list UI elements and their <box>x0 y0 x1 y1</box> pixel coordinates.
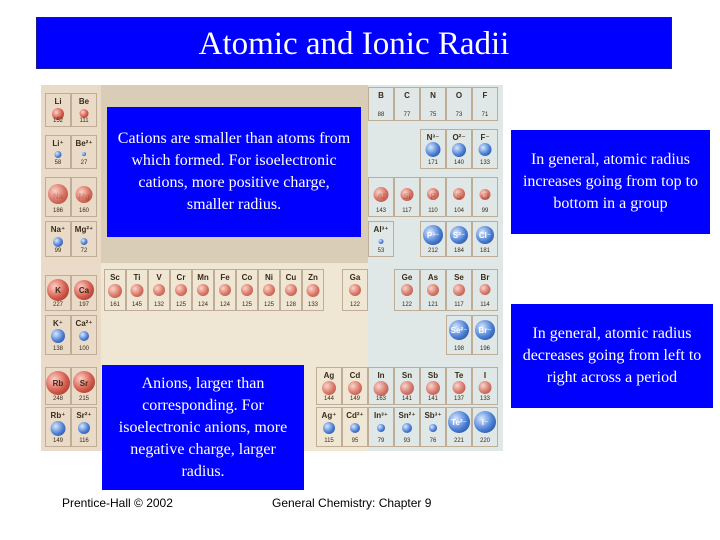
ion-k: K⁺ 138 <box>45 315 71 355</box>
element-sr: Sr 215 <box>71 367 97 405</box>
ion-ball-icon <box>55 151 62 158</box>
group-trend-note: In general, atomic radius increases going from top to bottom in a group <box>511 130 710 234</box>
atom-ball-icon <box>427 284 439 296</box>
atom-ball-icon <box>453 188 465 200</box>
ion-ball-icon <box>429 424 437 432</box>
ion-ag: Ag⁺ 115 <box>316 407 342 447</box>
atom-ball-icon <box>374 187 389 202</box>
element-n: N 75 <box>420 87 446 121</box>
slide-title: Atomic and Ionic Radii <box>36 17 672 69</box>
ion-te: Te²⁻ 221 <box>446 407 472 447</box>
element-v: V 132 <box>148 269 170 311</box>
ion-i: I⁻ 220 <box>472 407 498 447</box>
ion-ca: Ca²⁺ 100 <box>71 315 97 355</box>
element-cu: Cu 128 <box>280 269 302 311</box>
ion-li: Li⁺ 58 <box>45 135 71 169</box>
element-c: C 77 <box>394 87 420 121</box>
element-sc: Sc 161 <box>104 269 126 311</box>
atom-ball-icon <box>285 284 297 296</box>
ion-ball-icon <box>51 421 66 436</box>
atom-ball-icon <box>401 188 414 201</box>
ion-ball-icon <box>78 422 90 434</box>
ion-ball-icon <box>53 237 63 247</box>
element-b: B 88 <box>368 87 394 121</box>
ion-ball-icon <box>402 423 412 433</box>
ion-ball-icon <box>479 143 492 156</box>
atom-ball-icon <box>322 381 336 395</box>
element-ag: Ag 144 <box>316 367 342 405</box>
element-fe: Fe 124 <box>214 269 236 311</box>
element-na: 186 <box>45 177 71 217</box>
ion-ball-icon <box>379 239 384 244</box>
element-ge: Ge 122 <box>394 269 420 311</box>
element-br: Br 114 <box>472 269 498 311</box>
ion-se: Se²⁻ 198 <box>446 315 472 355</box>
atom-ball-icon <box>219 284 231 296</box>
ion-ball-icon <box>426 142 441 157</box>
element-si: 117 <box>394 177 420 217</box>
atom-ball-icon <box>76 186 93 203</box>
element-cr: Cr 125 <box>170 269 192 311</box>
element-ni: Ni 125 <box>258 269 280 311</box>
element-o: O 73 <box>446 87 472 121</box>
ion-cd: Cd²⁺ 95 <box>342 407 368 447</box>
atom-ball-icon <box>307 284 320 297</box>
atom-ball-icon <box>153 284 165 296</box>
atom-ball-icon <box>131 284 144 297</box>
element-ca: Ca 197 <box>71 275 97 311</box>
anions-note: Anions, larger than corresponding. For isoelectronic anions, more negative charge, larger radius. <box>102 365 304 490</box>
element-k: K 227 <box>45 275 71 311</box>
element-zn: Zn 133 <box>302 269 324 311</box>
atom-ball-icon <box>374 381 389 396</box>
atom-ball-icon <box>108 284 122 298</box>
element-sn: Sn 141 <box>394 367 420 405</box>
element-mg: 160 <box>71 177 97 217</box>
element-al: 143 <box>368 177 394 217</box>
element-rb: Rb 248 <box>45 367 71 405</box>
element-ti: Ti 145 <box>126 269 148 311</box>
ion-sb: Sb³⁺ 76 <box>420 407 446 447</box>
ion-mg: Mg²⁺ 72 <box>71 221 97 257</box>
ion-ball-icon <box>82 152 86 156</box>
element-cd: Cd 149 <box>342 367 368 405</box>
element-f: F 71 <box>472 87 498 121</box>
element-in: In 163 <box>368 367 394 405</box>
ion-o: O²⁻ 140 <box>446 129 472 169</box>
atom-ball-icon <box>426 381 440 395</box>
footer-chapter: General Chemistry: Chapter 9 <box>272 496 432 510</box>
element-te: Te 137 <box>446 367 472 405</box>
atom-ball-icon <box>480 284 491 295</box>
ion-f: F⁻ 133 <box>472 129 498 169</box>
element-p: 110 <box>420 177 446 217</box>
ion-be: Be²⁺ 27 <box>71 135 97 169</box>
atom-ball-icon <box>480 189 491 200</box>
atom-ball-icon <box>453 284 465 296</box>
ion-in: In³⁺ 79 <box>368 407 394 447</box>
ion-sn: Sn²⁺ 93 <box>394 407 420 447</box>
ion-ball-icon <box>377 424 385 432</box>
element-se: Se 117 <box>446 269 472 311</box>
ion-n: N³⁻ 171 <box>420 129 446 169</box>
ion-ball-icon <box>81 238 88 245</box>
footer-copyright: Prentice-Hall © 2002 <box>62 496 173 510</box>
atom-ball-icon <box>197 284 209 296</box>
atom-ball-icon <box>348 381 362 395</box>
ion-cl: Cl⁻ 181 <box>472 221 498 257</box>
ion-rb: Rb⁺ 149 <box>45 407 71 447</box>
atom-ball-icon <box>427 188 439 200</box>
element-as: As 121 <box>420 269 446 311</box>
cations-note: Cations are smaller than atoms from which formed. For isoelectronic cations, more positive charge, smaller radius. <box>107 107 361 237</box>
ion-ball-icon <box>323 422 335 434</box>
ion-ball-icon <box>452 143 466 157</box>
ion-br: Br⁻ 196 <box>472 315 498 355</box>
ion-sr: Sr²⁺ 116 <box>71 407 97 447</box>
element-cl: 99 <box>472 177 498 217</box>
element-i: I 133 <box>472 367 498 405</box>
ion-ball-icon <box>79 331 89 341</box>
ion-s: S²⁻ 184 <box>446 221 472 257</box>
atom-ball-icon <box>241 284 253 296</box>
atom-ball-icon <box>479 381 492 394</box>
atom-ball-icon <box>175 284 187 296</box>
ion-ball-icon <box>350 423 360 433</box>
atom-ball-icon <box>48 184 68 204</box>
element-li: Li 152 <box>45 93 71 127</box>
atom-ball-icon <box>400 381 414 395</box>
atom-ball-icon <box>80 109 89 118</box>
atom-ball-icon <box>349 284 361 296</box>
element-be: Be 111 <box>71 93 97 127</box>
ion-al: Al³⁺ 53 <box>368 221 394 257</box>
atom-ball-icon <box>401 284 413 296</box>
element-mn: Mn 124 <box>192 269 214 311</box>
ion-na: Na⁺ 99 <box>45 221 71 257</box>
element-ga: Ga 122 <box>342 269 368 311</box>
ion-ball-icon <box>51 329 65 343</box>
ion-p: P³⁻ 212 <box>420 221 446 257</box>
element-co: Co 125 <box>236 269 258 311</box>
atom-ball-icon <box>263 284 275 296</box>
period-trend-note: In general, atomic radius decreases going from left to right across a period <box>511 304 713 408</box>
atom-ball-icon <box>453 381 466 394</box>
element-s: 104 <box>446 177 472 217</box>
element-sb: Sb 141 <box>420 367 446 405</box>
